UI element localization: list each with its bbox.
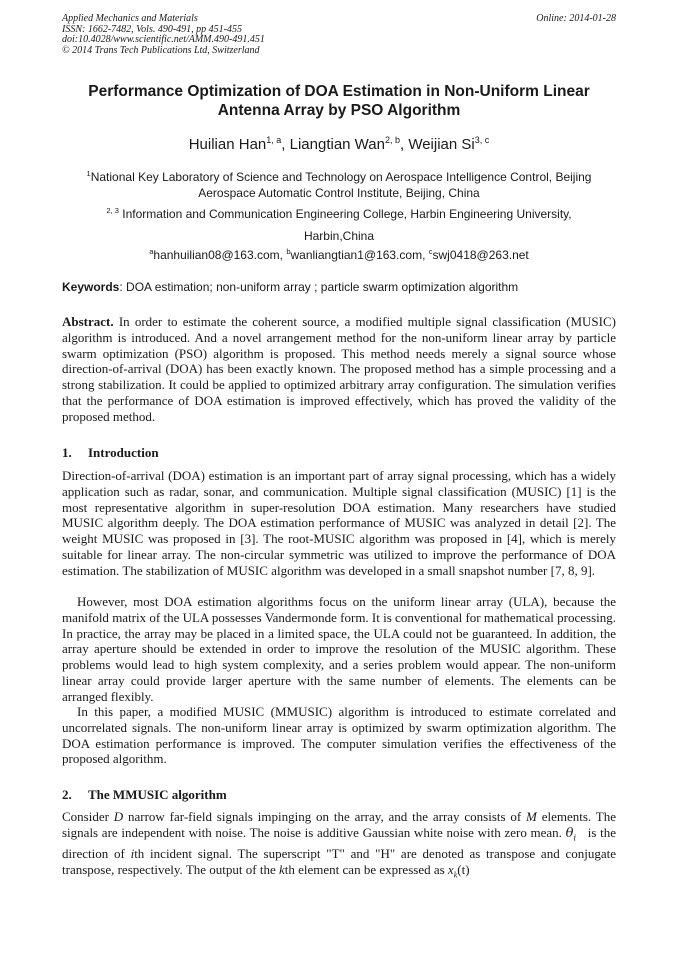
- text-run: th element can be expressed as: [284, 861, 448, 877]
- author-name: Huilian Han: [188, 136, 267, 153]
- text-run: narrow far-field signals impinging on the array, and the array consists of: [123, 809, 527, 824]
- email-list: [62, 244, 616, 263]
- journal-name: Applied Mechanics and Materials: [62, 13, 198, 24]
- math-expression: [447, 861, 470, 880]
- author-name: Liangtian Wan: [289, 136, 385, 153]
- keywords-text: : DOA estimation; non-uniform array ; particle swarm optimization algorithm: [119, 280, 519, 294]
- mmusic-paragraph-1: [62, 809, 616, 883]
- text-run: is the direction of: [62, 824, 616, 862]
- copyright-line: © 2014 Trans Tech Publications Ltd, Switzerland: [62, 44, 260, 56]
- affiliation-mark: 2, 3: [106, 206, 119, 215]
- affiliation-city: Harbin,China: [303, 229, 375, 243]
- section-heading-mmusic: [62, 787, 227, 803]
- text-run: elements. The signals are independent with noise. The noise is additive Gaussian white noise with zero mean.: [62, 809, 616, 840]
- author-affiliation-mark: 2, b: [384, 135, 400, 145]
- abstract: [62, 314, 616, 425]
- email-mark: c: [428, 247, 433, 256]
- author-list: Huilian Han$^{1, a}$, Liangtian Wan$^{2, b}$, Weijian Si$^{3, c}$: [188, 135, 490, 153]
- section-number: 2.: [62, 787, 72, 802]
- section-heading-introduction: [62, 445, 159, 461]
- online-date: Online: 2014-01-28: [536, 13, 616, 24]
- section-number: 1.: [62, 445, 72, 460]
- affiliation-text: National Key Laboratory of Science and Technology on Aerospace Intelligence Control, Beijing Aerospace Automatic Control Institute, Beijing, China: [90, 170, 592, 200]
- keywords-label: Keywords: [62, 280, 120, 294]
- math-var: M: [526, 809, 537, 824]
- author-affiliation-mark: 1, a: [266, 135, 282, 145]
- math-var: θ: [565, 825, 574, 841]
- intro-paragraph-3: In this paper, a modified MUSIC (MMUSIC) algorithm is introduced to estimate correlated and uncorrelated signals. The non-uniform linear array is optimized by swarm optimization algorithm. The DOA estimation performance is improved. The computer simulation verifies the effectiveness of the proposed algorithm.: [62, 704, 616, 767]
- keywords: [62, 279, 616, 295]
- paper-title: Performance Optimization of DOA Estimation in Non-Uniform Linear Antenna Array by PSO Algorithm: [88, 83, 590, 119]
- email-mark: a: [149, 247, 154, 256]
- author-affiliation-mark: 3, c: [474, 135, 490, 145]
- text-run: Consider: [62, 809, 114, 824]
- email-address: hanhuilian08@163.com,: [153, 248, 287, 262]
- math-var: i: [130, 846, 135, 862]
- affiliation-mark: 1: [86, 169, 91, 178]
- section-title: Introduction: [88, 445, 159, 460]
- intro-paragraph-1: Direction-of-arrival (DOA) estimation is an important part of array signal processing, which has a widely application such as radar, sonar, and communication. Multiple signal classification (MUSIC) [1] is the most representative algorithm in super-resolution DOA estimation. Many researchers have studied MUSIC algorithm deeply. The DOA estimation performance of MUSIC was analyzed in detail [2]. The weight MUSIC was proposed in [3]. The root-MUSIC algorithm was proposed in [4], which is merely suitable for linear array. The non-circular symmetric was utilized to improve the performance of DOA estimation. The stabilization of MUSIC algorithm was developed in a small snapshot number [7, 8, 9].: [62, 468, 616, 578]
- theta-symbol: [566, 826, 584, 841]
- issn-line: ISSN: 1662-7482, Vols. 490-491, pp 451-455: [62, 23, 242, 35]
- math-arg: (t): [457, 861, 470, 877]
- section-title: The MMUSIC algorithm: [88, 787, 227, 802]
- text-run: th incident signal. The superscript "T" and "H" are denoted as transpose and conjugate transpose, respectively. The output of the: [62, 846, 616, 877]
- affiliation-2-3: [62, 200, 616, 247]
- intro-paragraph-2: However, most DOA estimation algorithms focus on the uniform linear array (ULA), because the manifold matrix of the ULA possesses Vandermonde form. It is conventional for mathematical processing. In practice, the array may be placed in a limited space, the ULA could not be guaranteed. In addition, the array aperture should be extended in order to improve the resolution of the MUSIC algorithm. These problems would lead to high system complexity, and a series problem would appear. The non-uniform linear array could provide larger aperture with the same number of elements. The elements can be arranged flexibly.: [62, 594, 616, 704]
- abstract-text: In order to estimate the coherent source, a modified multiple signal classification (MUSIC) algorithm is introduced. And a novel arrangement method for the non-uniform linear array by particle swarm optimization (PSO) algorithm is proposed. This method needs merely a signal source whose direction-of-arrival (DOA) has been exactly known. The proposed method has a simple processing and a strong stabilization. It could be applied to optimized arbitrary array configuration. The simulation verifies that the performance of DOA estimation is improved effectively, which has proved the validity of the proposed method.: [62, 314, 616, 424]
- math-sub: i: [573, 833, 577, 843]
- math-var: D: [113, 809, 124, 824]
- journal-header: [62, 14, 616, 56]
- email-address: swj0418@263.net: [432, 248, 529, 262]
- email-address: wanliangtian1@163.com,: [290, 248, 429, 262]
- affiliation-1: [62, 166, 616, 201]
- abstract-label: Abstract.: [62, 314, 114, 329]
- affiliation-text: Information and Communication Engineering College, Harbin Engineering University,: [122, 207, 572, 221]
- math-sub: k: [453, 870, 458, 880]
- doi-line: doi:10.4028/www.scientific.net/AMM.490-491.451: [62, 34, 265, 45]
- email-mark: b: [286, 247, 291, 256]
- author-name: Weijian Si: [408, 136, 475, 153]
- math-var: k: [278, 861, 285, 877]
- math-var: x: [447, 861, 454, 877]
